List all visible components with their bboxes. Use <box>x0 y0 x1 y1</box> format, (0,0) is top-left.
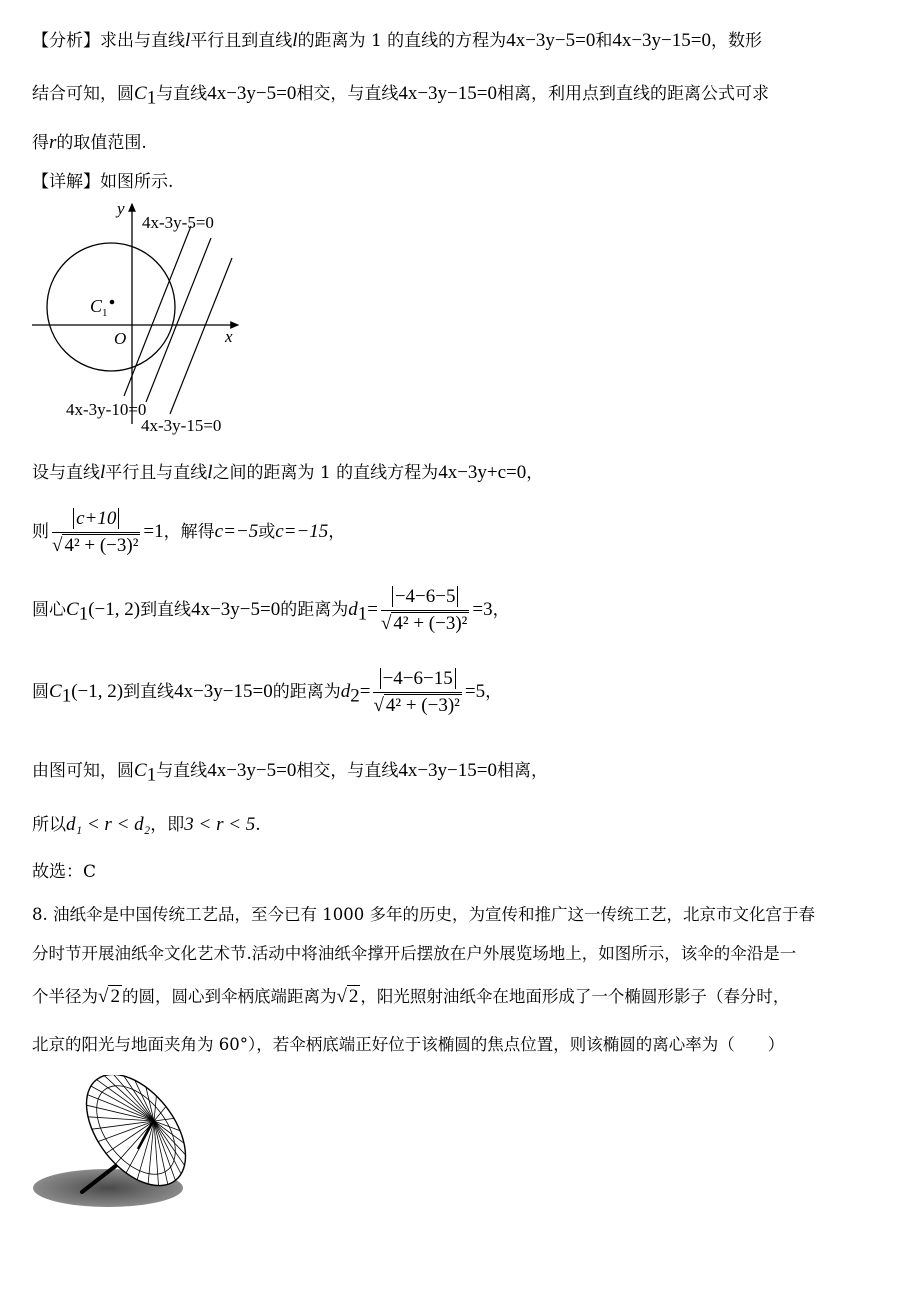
line-4x-3y-5 <box>124 226 191 396</box>
x-axis-label: x <box>225 327 233 346</box>
d2-fraction: $\frac{-4-6-15}{\text{√ 4² + (−3)²}}$ <box>373 668 460 716</box>
q8-line-4: 北京的阳光与地面夹角为 60°），若伞柄底端正好位于该椭圆的焦点位置，则该椭圆的离心率为（ ） <box>32 1035 785 1054</box>
circle-lines-figure <box>28 192 258 442</box>
setup-line: 设与直线l平行且与直线l之间的距离为 1 的直线方程为4x−3y+c=0， <box>32 462 544 483</box>
c1-label: $C_1$ <box>90 296 108 319</box>
equation: 4x−3y−5=0 <box>191 599 281 620</box>
equation: 4x−3y−15=0 <box>174 681 273 702</box>
equation: 4x−3y−5=0 <box>207 760 297 781</box>
line-4x-3y-10 <box>146 238 211 402</box>
line-4x-3y-15 <box>170 258 232 414</box>
equation: 4x−3y−5=0 <box>207 83 297 104</box>
circle-c1 <box>47 243 175 371</box>
analysis-line-2: 结合可知，圆$C_1$与直线4x−3y−5=0相交，与直线4x−3y−15=0相离，利用点到直线的距离公式可求 <box>32 83 769 109</box>
sqrt-2: √ 2 <box>98 986 120 1007</box>
distance-fraction: $\frac{c+10}{\text{√ 4² + (−3)²}}$ <box>52 508 139 556</box>
line-label-15: 4x-3y-15=0 <box>141 416 222 435</box>
analysis-line-3: 得r的取值范围. <box>32 132 147 153</box>
distance-d1-line: 圆心$C_1(-1$, 2)到直线4x−3y−5=0的距离为$d_1=$ $\frac{-4-6-5}{\text{√ 4² + (−3)²}}$ =3， <box>32 586 510 634</box>
analysis-tag: 【分析】 <box>32 31 100 51</box>
range-line: 所以d₁ < r < d₂，即3 < r < 5. <box>32 814 261 835</box>
distance-d2-line: 圆$C_1(-1$, 2)到直线4x−3y−15=0的距离为$d_2=$ $\frac{-4-6-15}{\text{√ 4² + (−3)²}}$ =5， <box>32 668 503 716</box>
q8-line-3: 个半径为√ 2 的圆，圆心到伞柄底端距离为√ 2 ，阳光照射油纸伞在地面形成了一个椭圆形影子（春分时， <box>32 986 790 1007</box>
detail-tag: 【详解】 <box>32 172 100 192</box>
answer-line: 故选：C <box>32 862 97 882</box>
detail-heading: 【详解】如图所示. <box>32 172 174 192</box>
sqrt-2: √ 2 <box>336 986 359 1007</box>
equation: 4x−3y−15=0 <box>398 83 497 104</box>
line-label-10: 4x-3y-10=0 <box>66 400 147 419</box>
line-label-top: 4x-3y-5=0 <box>142 213 214 232</box>
q8-line-2: 分时节开展油纸伞文化艺术节.活动中将油纸伞撑开后摆放在户外展览场地上，如图所示，该伞的伞沿是一 <box>32 944 797 963</box>
conclusion-line: 由图可知，圆$C_1$与直线4x−3y−5=0相交，与直线4x−3y−15=0相离， <box>32 760 548 786</box>
equation: 4x−3y−5=0 <box>506 30 596 51</box>
umbrella-illustration <box>30 1075 210 1215</box>
origin-label: O <box>114 329 127 348</box>
equation: 4x−3y+c=0 <box>438 462 527 483</box>
equation: 4x−3y−15=0 <box>612 30 711 51</box>
center-point <box>110 300 115 305</box>
y-axis-label: y <box>117 199 125 218</box>
equation: 4x−3y−15=0 <box>398 760 497 781</box>
q8-line-1: 8. 油纸伞是中国传统工艺品，至今已有 1000 多年的历史，为宣传和推广这一传统工艺，北京市文化宫于春 <box>32 905 815 924</box>
analysis-line-1: 【分析】求出与直线l平行且到直线l的距离为 1 的直线的方程为4x−3y−5=0和4x−3y−15=0，数形 <box>32 30 762 51</box>
solve-c-line: 则 $\frac{c+10}{\text{√ 4² + (−3)²}}$ =1，解得c=−5或c=−15， <box>32 508 346 556</box>
d1-fraction: $\frac{-4-6-5}{\text{√ 4² + (−3)²}}$ <box>380 586 468 634</box>
